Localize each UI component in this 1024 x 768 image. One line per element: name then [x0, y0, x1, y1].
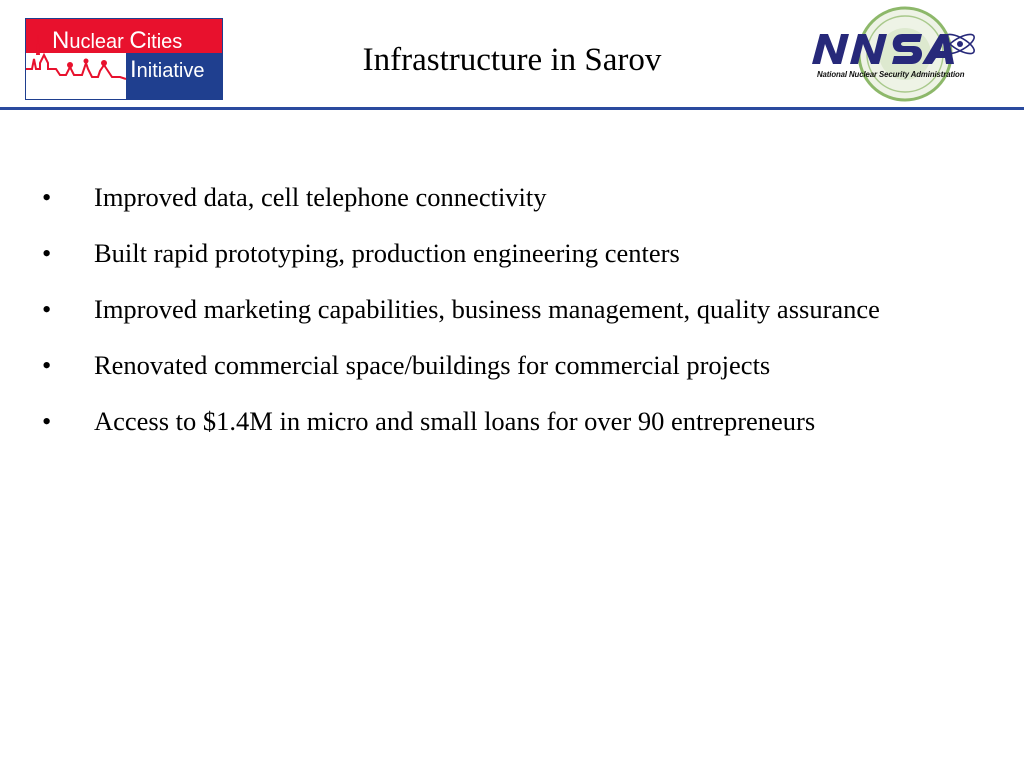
nnsa-seal-graphic	[810, 4, 990, 104]
bullet-item: • Improved marketing capabilities, business management, quality assurance	[40, 285, 990, 333]
slide-title: Infrastructure in Sarov	[362, 42, 662, 78]
bullet-marker: •	[42, 182, 52, 212]
nnsa-caption: National Nuclear Security Administration	[817, 70, 965, 79]
bullet-item: • Improved data, cell telephone connectivity	[40, 173, 990, 221]
bullet-item: • Built rapid prototyping, production engineering centers	[40, 229, 990, 277]
header-divider	[0, 107, 1024, 110]
bullet-marker: •	[42, 350, 52, 380]
bullet-list	[40, 173, 990, 453]
nci-logo-line2: Initiative	[130, 56, 205, 83]
bullet-item: • Access to $1.4M in micro and small loans for over 90 entrepreneurs	[40, 397, 990, 445]
nci-logo-line1: Nuclear Cities	[52, 27, 183, 54]
bullet-marker: •	[42, 294, 52, 324]
bullet-item: • Renovated commercial space/buildings for commercial projects	[40, 341, 990, 389]
bullet-marker: •	[42, 238, 52, 268]
slide-header	[0, 0, 1024, 108]
nuclear-cities-initiative-logo	[25, 18, 223, 100]
nnsa-logo	[810, 4, 990, 104]
bullet-marker: •	[42, 406, 52, 436]
